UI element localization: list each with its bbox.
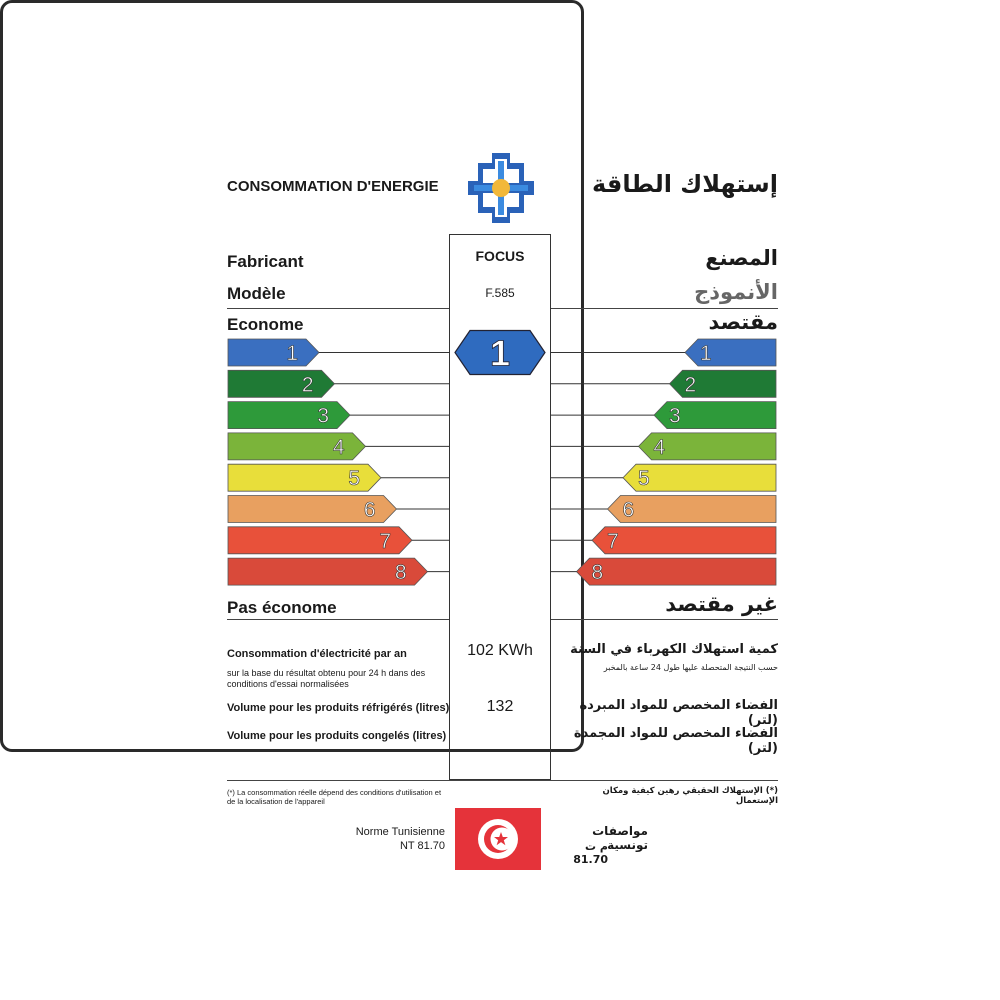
class-label-left-3: 3	[317, 404, 329, 428]
title-ar: إستهلاك الطاقة	[592, 170, 778, 198]
consumption-value: 102 KWh	[467, 642, 533, 659]
econome-label: Econome	[227, 315, 304, 334]
refrigerated-value: 132	[486, 698, 514, 715]
tunisia-flag	[455, 808, 541, 870]
divider	[227, 619, 449, 620]
pas-econome-label: Pas économe	[227, 598, 337, 617]
consumption-note: sur la base du résultat obtenu pour 24 h dans des conditions d'essai normalisées	[227, 668, 426, 689]
class-arrow-right-1	[685, 339, 776, 366]
refrigerated-label-ar: الفضاء المخصص للمواد المبردة (لتر)	[579, 698, 778, 728]
refrigerated-label: Volume pour les produits réfrigérés (litres)	[227, 702, 450, 714]
class-label-right-5: 5	[638, 467, 650, 491]
modele-label: Modèle	[227, 284, 286, 303]
footnote-fr: (*) La consommation réelle dépend des conditions d'utilisation et de la localisation de l'appareil	[227, 788, 442, 806]
class-label-left-2: 2	[301, 373, 314, 397]
modele-value: F.585	[485, 286, 515, 300]
modele-label-ar: الأنموذج	[694, 280, 778, 304]
class-label-left-7: 7	[379, 529, 391, 553]
fabricant-value: FOCUS	[475, 248, 525, 264]
class-arrow-right-8	[577, 558, 777, 585]
footnote-ar: (*) الإستهلاك الحقيقي رهين كيفية ومكان الإستعمال	[602, 786, 778, 806]
fabricant-label: Fabricant	[227, 252, 304, 271]
class-label-left-4: 4	[332, 435, 345, 459]
class-label-right-2: 2	[684, 373, 697, 397]
class-label-right-8: 8	[591, 561, 604, 585]
fabricant-label-ar: المصنع	[705, 246, 778, 270]
class-arrow-left-4	[228, 433, 366, 460]
norm-ar-line2: م ت 81.70	[573, 840, 608, 866]
class-label-right-3: 3	[669, 404, 681, 428]
frozen-label: Volume pour les produits congelés (litres)	[227, 730, 447, 742]
divider	[227, 780, 778, 781]
consumption-label: Consommation d'électricité par an	[227, 648, 407, 660]
consumption-note-ar: حسب النتيجة المتحصلة عليها طول 24 ساعة بالمخبر	[603, 663, 778, 672]
norm-fr-line2: NT 81.70	[399, 840, 445, 852]
divider	[551, 619, 778, 620]
norm-ar-line1: مواصفات تونسية	[592, 824, 648, 852]
class-label-right-4: 4	[653, 435, 666, 459]
selected-class-label: 1	[489, 332, 511, 374]
class-arrow-left-1	[228, 339, 319, 366]
class-label-left-6: 6	[363, 498, 376, 522]
econome-label-ar: مقتصد	[708, 310, 778, 334]
norm-fr-line1: Norme Tunisienne	[355, 826, 445, 838]
title-fr: CONSOMMATION D'ENERGIE	[227, 178, 439, 195]
class-label-right-7: 7	[607, 529, 619, 553]
frozen-label-ar: الفضاء المخصص للمواد المجمدة (لتر)	[573, 726, 778, 756]
class-arrow-left-3	[228, 402, 350, 429]
class-label-left-8: 8	[394, 561, 407, 585]
class-label-right-6: 6	[622, 498, 635, 522]
consumption-label-ar: كمية استهلاك الكهرباء في السنة	[570, 642, 778, 657]
class-arrow-left-2	[228, 370, 335, 397]
class-arrow-right-7	[592, 527, 776, 554]
class-label-right-1: 1	[700, 342, 712, 365]
class-label-left-5: 5	[348, 467, 360, 491]
class-label-left-1: 1	[286, 342, 298, 365]
pas-econome-label-ar: غير مقتصد	[665, 592, 778, 616]
